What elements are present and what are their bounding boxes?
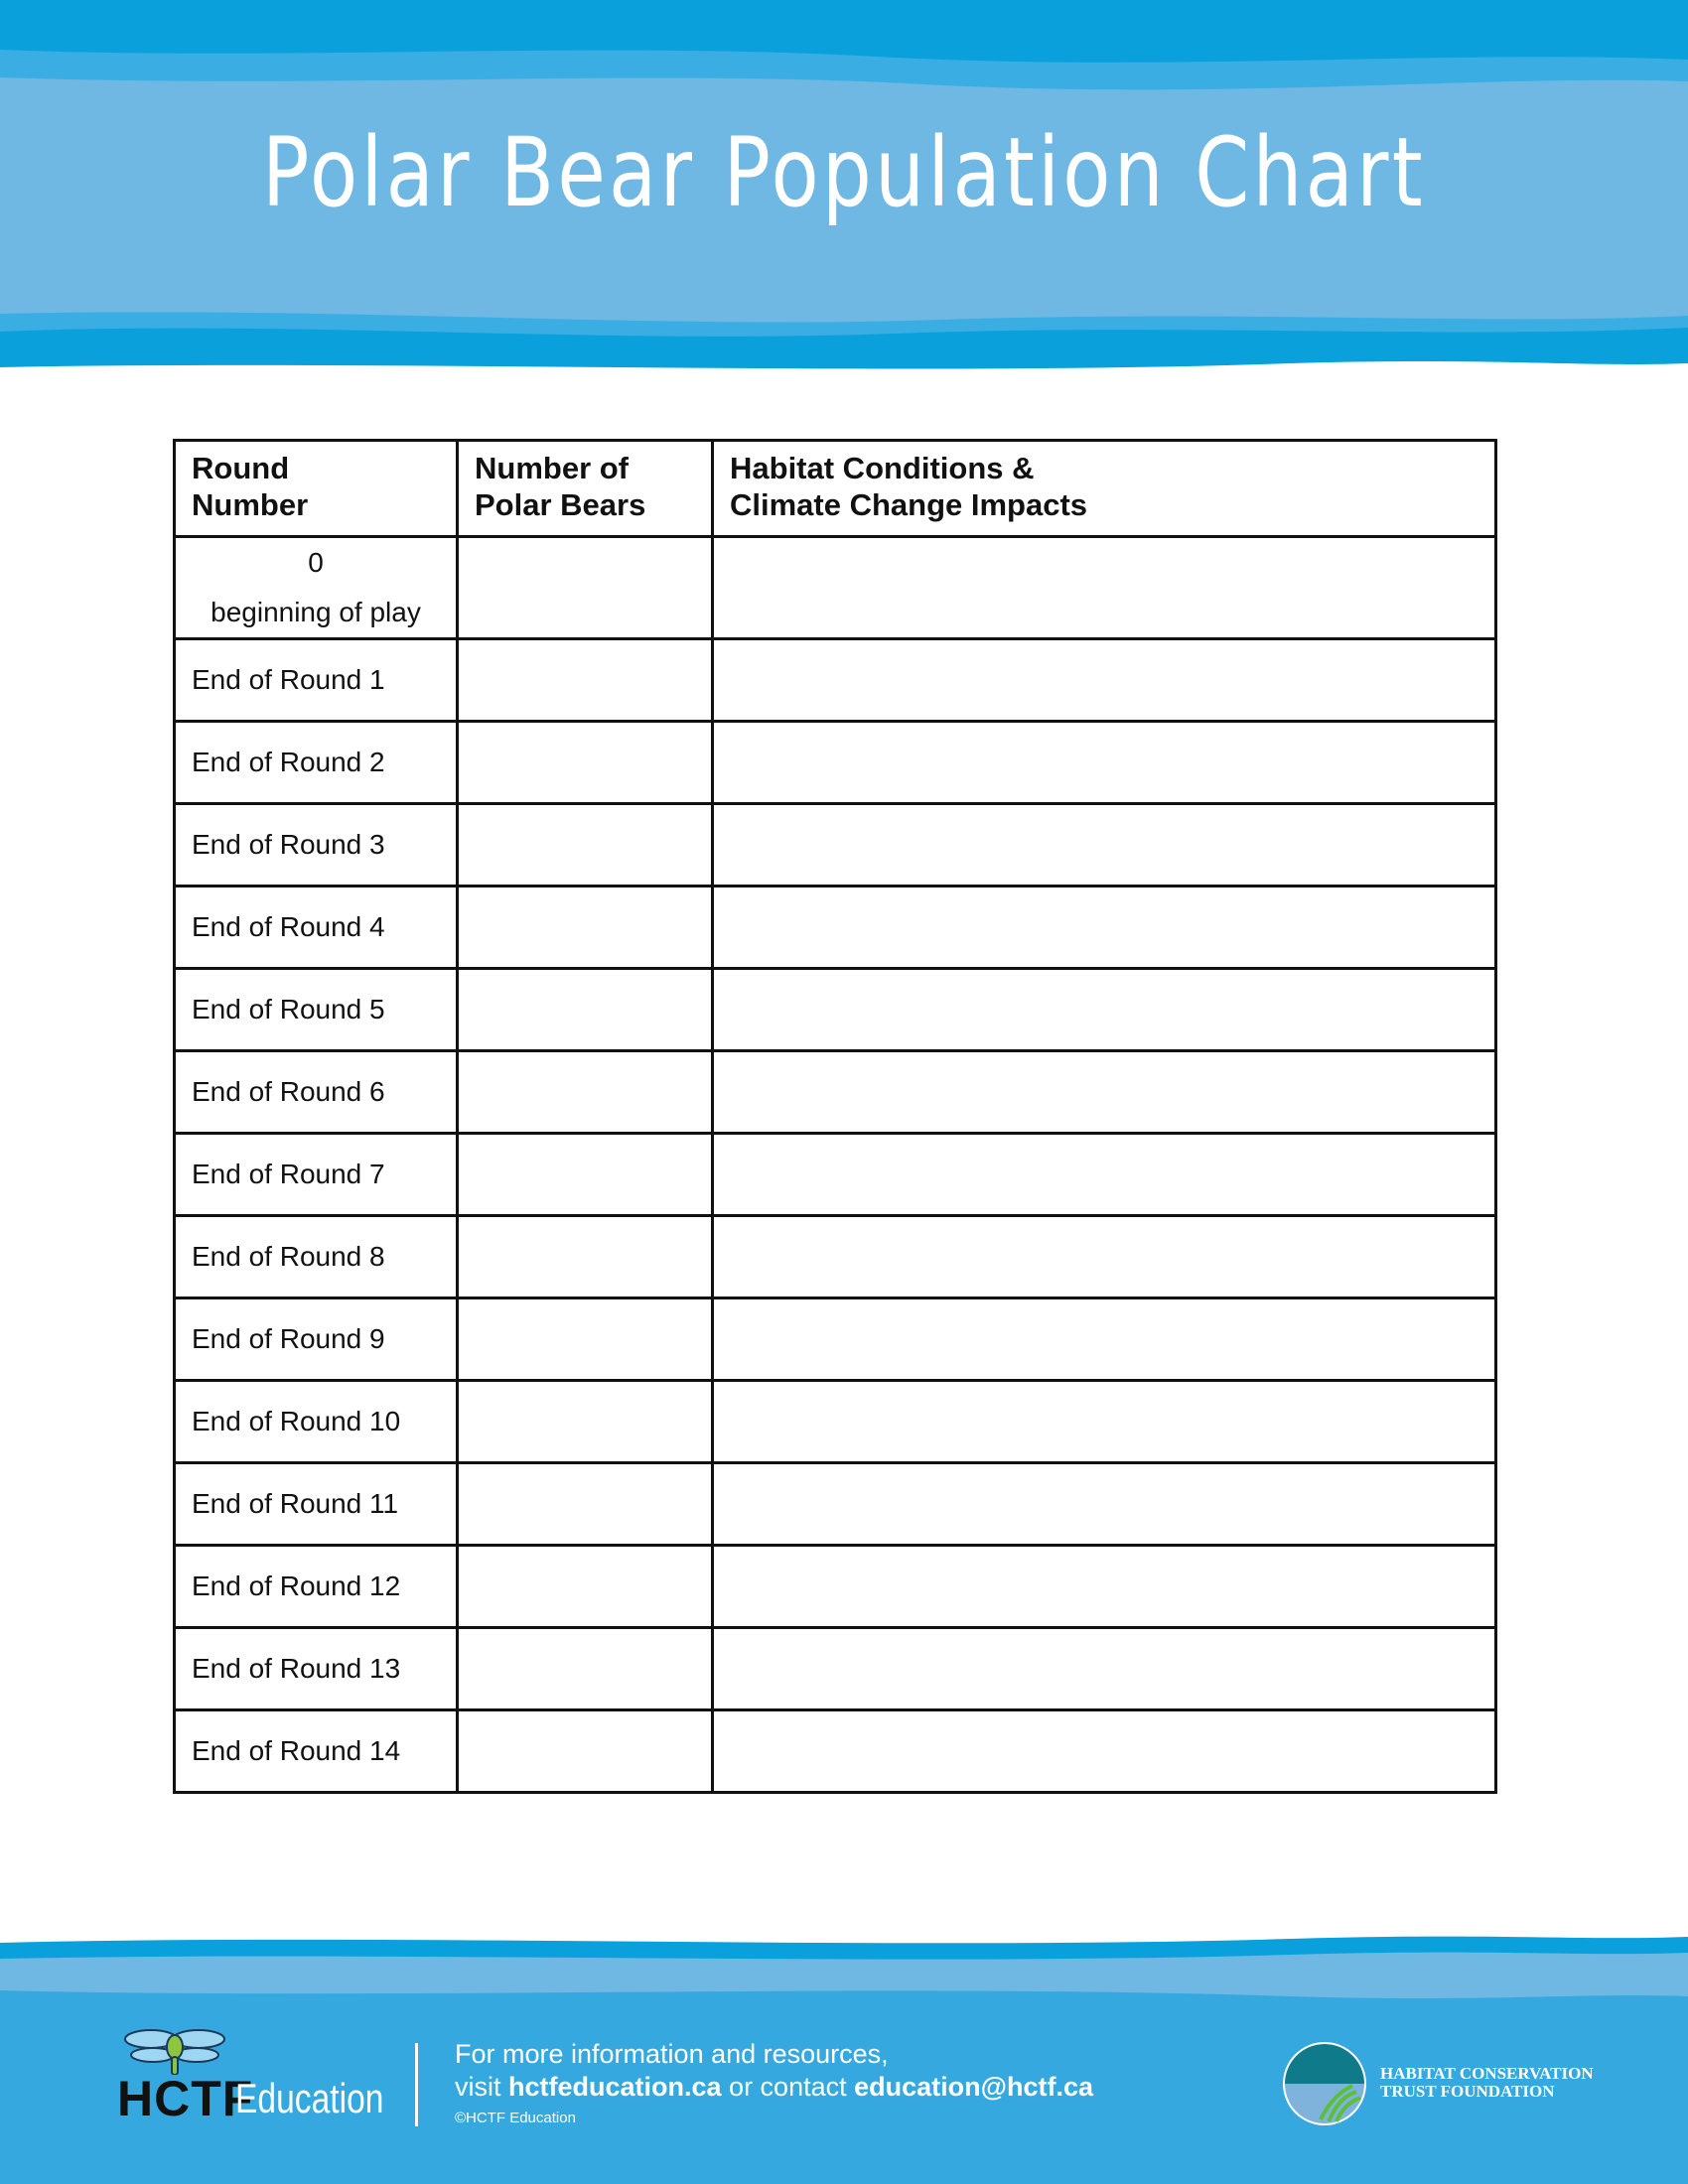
contact-text: or contact xyxy=(721,2072,855,2102)
habitat-input-cell[interactable] xyxy=(713,1134,1496,1216)
bears-input-cell[interactable] xyxy=(458,1216,713,1298)
habitat-input-cell[interactable] xyxy=(713,804,1496,887)
copyright: ©HCTF Education xyxy=(455,2110,576,2126)
header-text: Habitat Conditions & xyxy=(730,451,1035,485)
habitat-input-cell[interactable] xyxy=(713,1298,1496,1381)
info-line: For more information and resources, xyxy=(455,2039,889,2069)
bears-input-cell[interactable] xyxy=(458,1051,713,1134)
table-row xyxy=(175,1710,1496,1793)
footer-divider xyxy=(415,2043,418,2126)
habitat-input-cell[interactable] xyxy=(713,1710,1496,1793)
bears-input-cell[interactable] xyxy=(458,1463,713,1546)
table-row xyxy=(175,639,1496,722)
table-row xyxy=(175,1216,1496,1298)
visit-text: visit xyxy=(455,2072,508,2102)
table-row xyxy=(175,722,1496,804)
habitat-input-cell[interactable] xyxy=(713,1381,1496,1463)
table-row xyxy=(175,1628,1496,1710)
bears-input-cell[interactable] xyxy=(458,1710,713,1793)
habitat-input-cell[interactable] xyxy=(713,1546,1496,1628)
habitat-input-cell[interactable] xyxy=(713,969,1496,1051)
habitat-input-cell[interactable] xyxy=(713,1463,1496,1546)
header-text: Number of xyxy=(475,451,629,485)
table-row xyxy=(175,1463,1496,1546)
round-cell: End of Round 6 xyxy=(175,1051,458,1134)
email-link[interactable]: education@hctf.ca xyxy=(854,2072,1093,2102)
habitat-input-cell[interactable] xyxy=(713,639,1496,722)
table-row xyxy=(175,1381,1496,1463)
header-text: Round xyxy=(192,451,290,485)
round-cell xyxy=(175,537,458,639)
habitat-input-cell[interactable] xyxy=(713,1051,1496,1134)
table-row xyxy=(175,804,1496,887)
round-cell: End of Round 12 xyxy=(175,1546,458,1628)
habitat-input-cell[interactable] xyxy=(713,537,1496,639)
bears-input-cell[interactable] xyxy=(458,722,713,804)
partner-name xyxy=(1380,2065,1594,2101)
header-number-of-bears xyxy=(458,441,713,537)
round-cell: End of Round 14 xyxy=(175,1710,458,1793)
page-title: Polar Bear Population Chart xyxy=(262,117,1426,228)
table-row xyxy=(175,1298,1496,1381)
habitat-input-cell[interactable] xyxy=(713,887,1496,969)
header-habitat-conditions xyxy=(713,441,1496,537)
bears-input-cell[interactable] xyxy=(458,1298,713,1381)
header-text: Polar Bears xyxy=(475,487,646,522)
bears-input-cell[interactable] xyxy=(458,1134,713,1216)
table-row xyxy=(175,1051,1496,1134)
round-cell: End of Round 1 xyxy=(175,639,458,722)
table-row xyxy=(175,537,1496,639)
table-row xyxy=(175,887,1496,969)
table-header-row xyxy=(175,441,1496,537)
website-link[interactable]: hctfeducation.ca xyxy=(508,2072,722,2102)
population-table xyxy=(173,439,1497,1794)
dragonfly-icon xyxy=(121,2025,230,2075)
header-text: Climate Change Impacts xyxy=(730,487,1088,522)
bears-input-cell[interactable] xyxy=(458,1381,713,1463)
table-row xyxy=(175,969,1496,1051)
partner-name-line: HABITAT CONSERVATION xyxy=(1380,2064,1594,2083)
round-label: beginning of play xyxy=(211,597,421,627)
bears-input-cell[interactable] xyxy=(458,969,713,1051)
bears-input-cell[interactable] xyxy=(458,804,713,887)
header-banner xyxy=(0,0,1688,387)
contact-line xyxy=(455,2071,1093,2104)
bears-input-cell[interactable] xyxy=(458,537,713,639)
round-number: 0 xyxy=(308,547,324,578)
contact-info xyxy=(455,2038,1093,2126)
habitat-input-cell[interactable] xyxy=(713,1628,1496,1710)
round-cell: End of Round 5 xyxy=(175,969,458,1051)
partner-name-line: TRUST FOUNDATION xyxy=(1380,2082,1555,2101)
header-text: Number xyxy=(192,487,309,522)
bears-input-cell[interactable] xyxy=(458,1628,713,1710)
hctf-logo-word: Education xyxy=(235,2075,384,2121)
round-cell: End of Round 4 xyxy=(175,887,458,969)
round-cell: End of Round 3 xyxy=(175,804,458,887)
round-cell: End of Round 10 xyxy=(175,1381,458,1463)
table-row xyxy=(175,1134,1496,1216)
round-cell: End of Round 2 xyxy=(175,722,458,804)
table-row xyxy=(175,1546,1496,1628)
bears-input-cell[interactable] xyxy=(458,1546,713,1628)
htf-logo-icon xyxy=(1281,2040,1368,2127)
round-cell: End of Round 7 xyxy=(175,1134,458,1216)
round-cell: End of Round 9 xyxy=(175,1298,458,1381)
round-cell: End of Round 8 xyxy=(175,1216,458,1298)
habitat-input-cell[interactable] xyxy=(713,722,1496,804)
hctf-logo-letters: HCTF xyxy=(117,2071,254,2126)
round-cell: End of Round 13 xyxy=(175,1628,458,1710)
habitat-input-cell[interactable] xyxy=(713,1216,1496,1298)
header-round-number xyxy=(175,441,458,537)
bears-input-cell[interactable] xyxy=(458,887,713,969)
round-cell: End of Round 11 xyxy=(175,1463,458,1546)
bears-input-cell[interactable] xyxy=(458,639,713,722)
